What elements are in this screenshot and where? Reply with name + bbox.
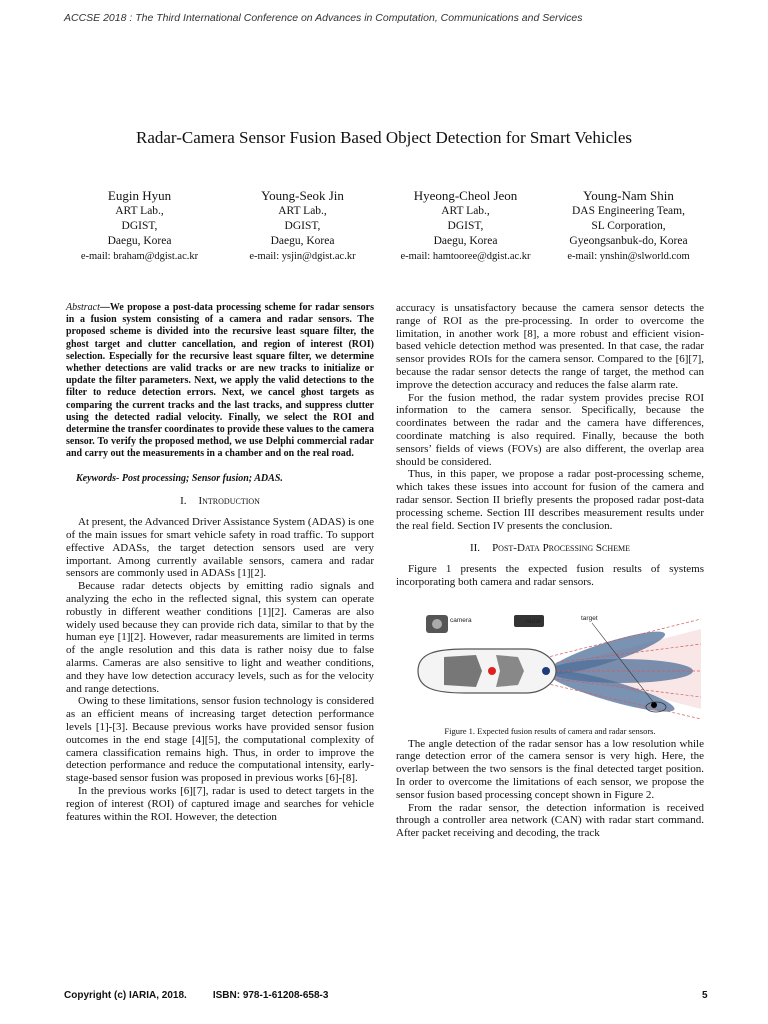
section-number: I. bbox=[180, 495, 187, 508]
footer bbox=[64, 990, 328, 1001]
author-2 bbox=[221, 188, 384, 264]
page-number: 5 bbox=[702, 990, 708, 1001]
author-affiliation: Daegu, Korea bbox=[433, 235, 498, 247]
camera-label: camera bbox=[450, 616, 472, 624]
paragraph: accuracy is unsatisfactory because the camera sensor detects the range of ROI as the pre-processing. In order to overcome the limitation, in another work [8], a more robust and efficient vision-based vehicle detection method was presented. In that case, the radar sensor provides ROIs for the camera sensor. Compared to the [6][7], because the radar sensor detects the range of target, the method can improve the detection accuracy and reduces the false alarm rate. bbox=[396, 302, 704, 391]
paragraph: In the previous works [6][7], radar is used to detect targets in the region of interest (ROI) of captured image and searches for vehicle features within the ROI. However, the detection bbox=[66, 784, 374, 823]
radar-position-icon bbox=[542, 667, 550, 675]
author-affiliation: DGIST, bbox=[447, 220, 484, 232]
right-column bbox=[396, 302, 704, 840]
author-affiliation: ART Lab., bbox=[278, 205, 327, 217]
author-email: e-mail: ysjin@dgist.ac.kr bbox=[249, 251, 356, 262]
author-affiliation: ART Lab., bbox=[115, 205, 164, 217]
abstract bbox=[66, 302, 374, 461]
author-affiliation: DGIST, bbox=[121, 220, 158, 232]
author-3 bbox=[384, 188, 547, 264]
section-number: II. bbox=[469, 542, 481, 555]
author-name: Young-Nam Shin bbox=[583, 188, 674, 203]
isbn: ISBN: 978-1-61208-658-3 bbox=[212, 990, 329, 1001]
author-affiliation: SL Corporation, bbox=[591, 220, 666, 232]
author-affiliation: ART Lab., bbox=[441, 205, 490, 217]
section-title: Post-Data Processing Scheme bbox=[492, 542, 631, 555]
target-label: target bbox=[581, 614, 598, 622]
author-affiliation: DGIST, bbox=[284, 220, 321, 232]
section-heading-post-data bbox=[396, 542, 704, 555]
author-name: Hyeong-Cheol Jeon bbox=[413, 188, 518, 203]
conference-header: ACCSE 2018 : The Third International Conference on Advances in Computation, Communications and Services bbox=[64, 12, 583, 24]
section-title: Introduction bbox=[198, 495, 260, 508]
paragraph: For the fusion method, the radar system provides precise ROI information to the camera sensor. Specifically, because the coordinates between the radar and the camera have differences, coordinate matching is also required. Finally, because the both sensors’ fields of views (FOVs) are also different, the overlap area should be considered. bbox=[396, 391, 704, 468]
author-affiliation: Daegu, Korea bbox=[107, 235, 172, 247]
paragraph: Because radar detects objects by emitting radio signals and analyzing the echo in the reflected signal, this system can operate robustly in different weather conditions [1][2]. Cameras are also widely used because they can provide rich data, similar to that by the human eye [1][2]. However, radar measurements are limited in terms of the angle resolution and this data is rather noisy due to false alarms. Cameras are also sensitive to light and weather conditions, and they have low detection accuracy levels, such as for the velocity and range detections. bbox=[66, 580, 374, 695]
author-1 bbox=[58, 188, 221, 264]
keywords: Keywords- Post processing; Sensor fusion; ADAS. bbox=[76, 472, 283, 484]
left-column bbox=[66, 302, 374, 823]
paper-title: Radar-Camera Sensor Fusion Based Object Detection for Smart Vehicles bbox=[136, 128, 632, 147]
author-name: Young-Seok Jin bbox=[261, 188, 344, 203]
camera-position-icon bbox=[488, 667, 496, 675]
author-4 bbox=[547, 188, 710, 264]
paragraph: Figure 1 presents the expected fusion results of systems incorporating both camera and radar sensors. bbox=[396, 563, 704, 588]
paragraph: From the radar sensor, the detection information is received through a controller area network (CAN) with radar start command. After packet receiving and decoding, the track bbox=[396, 801, 704, 840]
figure-caption: Figure 1. Expected fusion results of camera and radar sensors. bbox=[444, 725, 656, 736]
abstract-text: —We propose a post-data processing scheme for radar sensors in a fusion system consisting of a camera and radar sensors. The proposed scheme is divided into the recursive least square filter, the ghost target and clutter cancellation, and region of interest (ROI) selection. Especially for the recursive least square filter, we determine whether detections are valid tracks or are new tracks to initialize or update the filter parameters. Next, we apply the valid detections to the filter to reduce detection errors. Next, we cancel ghost targets as comparing the current tracks and the last tracks, and suppress clutter using the detected radial velocity. Finally, we select the ROI and determine the transfer coordinates to provide these values to the camera sensor. To verify the proposed method, we use Delphi commercial radar and carry out the measurements in a chamber and on the real road. bbox=[66, 302, 374, 460]
radar-label: radar bbox=[526, 617, 542, 625]
author-affiliation: Gyeongsanbuk-do, Korea bbox=[569, 235, 688, 247]
paragraph: The angle detection of the radar sensor has a low resolution while range detection error of the camera sensor is very high. Here, the overlap between the two sensors is the final detected target position. In order to overcome the limitations of each sensor, we propose the sensor fusion based processing concept shown in Figure 2. bbox=[396, 737, 704, 801]
camera-lens-icon bbox=[432, 619, 442, 629]
author-block bbox=[58, 188, 710, 264]
author-email: e-mail: braham@dgist.ac.kr bbox=[80, 251, 199, 262]
car-window-icon bbox=[444, 655, 482, 687]
author-email: e-mail: hamtooree@dgist.ac.kr bbox=[400, 251, 531, 262]
author-affiliation: Daegu, Korea bbox=[270, 235, 335, 247]
author-email: e-mail: ynshin@slworld.com bbox=[567, 251, 690, 262]
section-heading-introduction bbox=[66, 495, 374, 508]
copyright: Copyright (c) IARIA, 2018. bbox=[64, 990, 187, 1001]
paragraph: At present, the Advanced Driver Assistance System (ADAS) is one of the main issues for smart vehicle safety in road traffic. To support effective ADASs, the target detection sensors used are very important. Among currently available sensors, camera and radar sensors are commonly used in ADASs [1][2]. bbox=[66, 516, 374, 580]
fusion-diagram bbox=[396, 609, 704, 721]
paragraph: Thus, in this paper, we propose a radar post-processing scheme, which takes these issues into account for fusion of the camera and radar sensor. Section II briefly presents the proposed radar post-data processing scheme. Section III describes measurement results under the real field. Section IV presents the conclusion. bbox=[396, 468, 704, 532]
author-affiliation: DAS Engineering Team, bbox=[571, 205, 685, 217]
figure-1 bbox=[396, 609, 704, 721]
paragraph: Owing to these limitations, sensor fusion technology is considered as an efficient means of increasing target detection performance levels [1]-[3]. Because previous works have provided sensor fusion outcomes in the end stage [4][5], the computational complexity of camera classification remains high. Thus, in order to improve the detection performance and reduce the computational intensity, early-stage-based sensor fusion was proposed in previous works [6]-[8]. bbox=[66, 695, 374, 785]
author-name: Eugin Hyun bbox=[107, 188, 172, 203]
car-icon bbox=[418, 649, 556, 693]
abstract-label: Abstract bbox=[66, 302, 100, 313]
